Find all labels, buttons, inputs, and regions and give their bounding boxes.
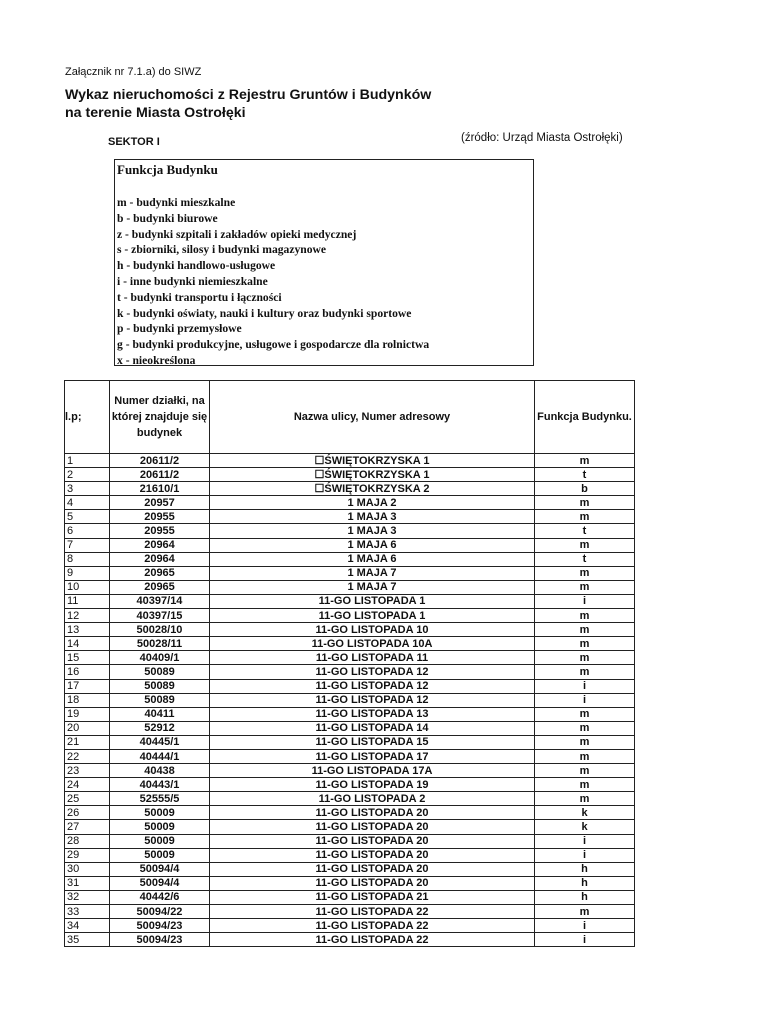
legend-item: k - budynki oświaty, nauki i kultury oraz budynki sportowe <box>117 306 412 320</box>
table-row <box>65 454 635 468</box>
cell-function: m <box>535 764 635 778</box>
cell-function: m <box>535 749 635 763</box>
table-row <box>65 820 635 834</box>
cell-street: 11-GO LISTOPADA 15 <box>210 735 535 749</box>
cell-function: k <box>535 820 635 834</box>
cell-function: i <box>535 919 635 933</box>
source-note: (źródło: Urząd Miasta Ostrołęki) <box>461 132 623 144</box>
cell-street: 11-GO LISTOPADA 11 <box>210 651 535 665</box>
legend-item: z - budynki szpitali i zakładów opieki medycznej <box>117 227 357 241</box>
table-row <box>65 566 635 580</box>
cell-function: m <box>535 721 635 735</box>
cell-lp: 22 <box>65 749 110 763</box>
table-row <box>65 792 635 806</box>
cell-parcel: 20611/2 <box>110 454 210 468</box>
table-row <box>65 862 635 876</box>
cell-street: 11-GO LISTOPADA 19 <box>210 778 535 792</box>
cell-parcel: 20955 <box>110 524 210 538</box>
header-street: Nazwa ulicy, Numer adresowy <box>210 381 535 454</box>
header-parcel: Numer działki, na której znajduje się budynek <box>110 381 210 454</box>
cell-parcel: 40445/1 <box>110 735 210 749</box>
cell-function: h <box>535 876 635 890</box>
cell-parcel: 20964 <box>110 538 210 552</box>
legend-list <box>117 195 533 369</box>
cell-function: t <box>535 524 635 538</box>
cell-parcel: 40438 <box>110 764 210 778</box>
cell-parcel: 20611/2 <box>110 468 210 482</box>
cell-function: b <box>535 482 635 496</box>
cell-lp: 10 <box>65 580 110 594</box>
table-row <box>65 933 635 947</box>
cell-parcel: 50009 <box>110 848 210 862</box>
title-line-1: Wykaz nieruchomości z Rejestru Gruntów i Budynków <box>65 87 432 103</box>
cell-street: 11-GO LISTOPADA 20 <box>210 876 535 890</box>
table-row <box>65 876 635 890</box>
cell-parcel: 50009 <box>110 820 210 834</box>
function-legend <box>114 159 534 366</box>
cell-parcel: 52555/5 <box>110 792 210 806</box>
cell-street: 1 MAJA 7 <box>210 580 535 594</box>
cell-parcel: 50089 <box>110 693 210 707</box>
cell-function: m <box>535 778 635 792</box>
cell-function: m <box>535 792 635 806</box>
cell-street: 11-GO LISTOPADA 10A <box>210 637 535 651</box>
cell-parcel: 20965 <box>110 580 210 594</box>
table-row <box>65 693 635 707</box>
cell-parcel: 50094/4 <box>110 862 210 876</box>
cell-lp: 26 <box>65 806 110 820</box>
cell-lp: 9 <box>65 566 110 580</box>
cell-street: 1 MAJA 3 <box>210 524 535 538</box>
legend-title: Funkcja Budynku <box>117 162 218 177</box>
cell-function: h <box>535 862 635 876</box>
cell-street: 11-GO LISTOPADA 20 <box>210 820 535 834</box>
cell-parcel: 20955 <box>110 510 210 524</box>
cell-function: h <box>535 890 635 904</box>
cell-street: 11-GO LISTOPADA 17A <box>210 764 535 778</box>
cell-street: 11-GO LISTOPADA 14 <box>210 721 535 735</box>
cell-function: i <box>535 594 635 608</box>
table-row <box>65 707 635 721</box>
cell-lp: 16 <box>65 665 110 679</box>
cell-street: 1 MAJA 3 <box>210 510 535 524</box>
table-row <box>65 919 635 933</box>
cell-lp: 29 <box>65 848 110 862</box>
cell-lp: 12 <box>65 609 110 623</box>
cell-function: i <box>535 848 635 862</box>
cell-function: m <box>535 496 635 510</box>
cell-function: m <box>535 623 635 637</box>
cell-function: i <box>535 679 635 693</box>
legend-item: p - budynki przemysłowe <box>117 322 242 336</box>
legend-item: h - budynki handlowo-usługowe <box>117 259 276 273</box>
cell-street: 11-GO LISTOPADA 20 <box>210 806 535 820</box>
cell-street: 11-GO LISTOPADA 13 <box>210 707 535 721</box>
cell-lp: 5 <box>65 510 110 524</box>
legend-item: i - inne budynki niemieszkalne <box>117 274 268 288</box>
table-row <box>65 552 635 566</box>
table-row <box>65 806 635 820</box>
legend-item: t - budynki transportu i łączności <box>117 290 282 304</box>
property-table <box>64 380 635 947</box>
table-row <box>65 665 635 679</box>
sector-label: SEKTOR I <box>108 136 160 148</box>
header-function: Funkcja Budynku. <box>535 381 635 454</box>
cell-lp: 31 <box>65 876 110 890</box>
cell-street: 11-GO LISTOPADA 22 <box>210 919 535 933</box>
document-title <box>65 86 431 122</box>
cell-function: m <box>535 707 635 721</box>
cell-parcel: 50094/23 <box>110 933 210 947</box>
cell-street: 11-GO LISTOPADA 1 <box>210 594 535 608</box>
cell-lp: 13 <box>65 623 110 637</box>
cell-street: 11-GO LISTOPADA 20 <box>210 848 535 862</box>
cell-function: k <box>535 806 635 820</box>
cell-parcel: 52912 <box>110 721 210 735</box>
cell-lp: 11 <box>65 594 110 608</box>
cell-street: 11-GO LISTOPADA 1 <box>210 609 535 623</box>
cell-street: 1 MAJA 2 <box>210 496 535 510</box>
cell-street: 11-GO LISTOPADA 22 <box>210 933 535 947</box>
cell-lp: 23 <box>65 764 110 778</box>
cell-parcel: 50009 <box>110 834 210 848</box>
cell-function: m <box>535 665 635 679</box>
cell-street: ☐ŚWIĘTOKRZYSKA 1 <box>210 468 535 482</box>
table-row <box>65 580 635 594</box>
cell-parcel: 20965 <box>110 566 210 580</box>
cell-lp: 17 <box>65 679 110 693</box>
table-row <box>65 890 635 904</box>
cell-parcel: 20964 <box>110 552 210 566</box>
cell-lp: 33 <box>65 905 110 919</box>
cell-parcel: 40411 <box>110 707 210 721</box>
cell-street: 11-GO LISTOPADA 12 <box>210 665 535 679</box>
cell-street: 11-GO LISTOPADA 20 <box>210 862 535 876</box>
legend-item: m - budynki mieszkalne <box>117 196 236 209</box>
cell-street: 11-GO LISTOPADA 10 <box>210 623 535 637</box>
cell-lp: 3 <box>65 482 110 496</box>
cell-lp: 32 <box>65 890 110 904</box>
legend-item: x - nieokreślona <box>117 353 196 367</box>
cell-lp: 2 <box>65 468 110 482</box>
table-row <box>65 905 635 919</box>
cell-function: i <box>535 933 635 947</box>
table-header-row <box>65 381 635 454</box>
table-row <box>65 468 635 482</box>
cell-lp: 34 <box>65 919 110 933</box>
attachment-label: Załącznik nr 7.1.a) do SIWZ <box>65 66 202 78</box>
cell-street: 11-GO LISTOPADA 21 <box>210 890 535 904</box>
cell-parcel: 20957 <box>110 496 210 510</box>
cell-parcel: 50094/22 <box>110 905 210 919</box>
cell-parcel: 21610/1 <box>110 482 210 496</box>
cell-function: m <box>535 735 635 749</box>
cell-street: ☐ŚWIĘTOKRZYSKA 1 <box>210 454 535 468</box>
cell-parcel: 50089 <box>110 665 210 679</box>
cell-parcel: 40397/14 <box>110 594 210 608</box>
cell-function: m <box>535 454 635 468</box>
table-row <box>65 721 635 735</box>
cell-parcel: 50028/11 <box>110 637 210 651</box>
table-row <box>65 834 635 848</box>
cell-lp: 8 <box>65 552 110 566</box>
cell-lp: 19 <box>65 707 110 721</box>
cell-lp: 21 <box>65 735 110 749</box>
cell-lp: 35 <box>65 933 110 947</box>
table-row <box>65 524 635 538</box>
cell-lp: 30 <box>65 862 110 876</box>
cell-street: 1 MAJA 6 <box>210 538 535 552</box>
table-row <box>65 651 635 665</box>
table-row <box>65 623 635 637</box>
cell-parcel: 40442/6 <box>110 890 210 904</box>
cell-parcel: 50094/23 <box>110 919 210 933</box>
table-row <box>65 538 635 552</box>
cell-lp: 27 <box>65 820 110 834</box>
cell-parcel: 50028/10 <box>110 623 210 637</box>
cell-function: t <box>535 552 635 566</box>
table-row <box>65 778 635 792</box>
cell-parcel: 40444/1 <box>110 749 210 763</box>
cell-function: m <box>535 538 635 552</box>
cell-street: 1 MAJA 7 <box>210 566 535 580</box>
cell-function: m <box>535 566 635 580</box>
table-row <box>65 482 635 496</box>
table-row <box>65 735 635 749</box>
cell-function: i <box>535 834 635 848</box>
cell-parcel: 40409/1 <box>110 651 210 665</box>
cell-lp: 1 <box>65 454 110 468</box>
cell-lp: 28 <box>65 834 110 848</box>
cell-parcel: 50009 <box>110 806 210 820</box>
cell-function: m <box>535 580 635 594</box>
header-lp: l.p; <box>65 381 110 454</box>
cell-function: i <box>535 693 635 707</box>
cell-parcel: 50094/4 <box>110 876 210 890</box>
table-row <box>65 679 635 693</box>
table-row <box>65 609 635 623</box>
table-row <box>65 510 635 524</box>
cell-function: t <box>535 468 635 482</box>
table-row <box>65 594 635 608</box>
cell-lp: 6 <box>65 524 110 538</box>
table-row <box>65 764 635 778</box>
cell-street: 11-GO LISTOPADA 22 <box>210 905 535 919</box>
cell-lp: 15 <box>65 651 110 665</box>
legend-item: s - zbiorniki, silosy i budynki magazynowe <box>117 243 327 257</box>
cell-street: 11-GO LISTOPADA 2 <box>210 792 535 806</box>
cell-street: 1 MAJA 6 <box>210 552 535 566</box>
cell-lp: 25 <box>65 792 110 806</box>
cell-street: 11-GO LISTOPADA 12 <box>210 679 535 693</box>
cell-street: 11-GO LISTOPADA 17 <box>210 749 535 763</box>
cell-function: m <box>535 510 635 524</box>
cell-street: ☐ŚWIĘTOKRZYSKA 2 <box>210 482 535 496</box>
cell-parcel: 40443/1 <box>110 778 210 792</box>
title-line-2: na terenie Miasta Ostrołęki <box>65 105 246 121</box>
cell-lp: 4 <box>65 496 110 510</box>
cell-lp: 14 <box>65 637 110 651</box>
table-row <box>65 749 635 763</box>
cell-lp: 20 <box>65 721 110 735</box>
cell-function: m <box>535 637 635 651</box>
cell-lp: 7 <box>65 538 110 552</box>
cell-lp: 24 <box>65 778 110 792</box>
legend-item: g - budynki produkcyjne, usługowe i gospodarcze dla rolnictwa <box>117 338 430 352</box>
legend-item: b - budynki biurowe <box>117 211 218 225</box>
cell-function: m <box>535 609 635 623</box>
cell-parcel: 50089 <box>110 679 210 693</box>
cell-parcel: 40397/15 <box>110 609 210 623</box>
table-row <box>65 496 635 510</box>
cell-street: 11-GO LISTOPADA 20 <box>210 834 535 848</box>
cell-street: 11-GO LISTOPADA 12 <box>210 693 535 707</box>
table-row <box>65 848 635 862</box>
cell-function: m <box>535 651 635 665</box>
cell-lp: 18 <box>65 693 110 707</box>
cell-function: m <box>535 905 635 919</box>
table-row <box>65 637 635 651</box>
